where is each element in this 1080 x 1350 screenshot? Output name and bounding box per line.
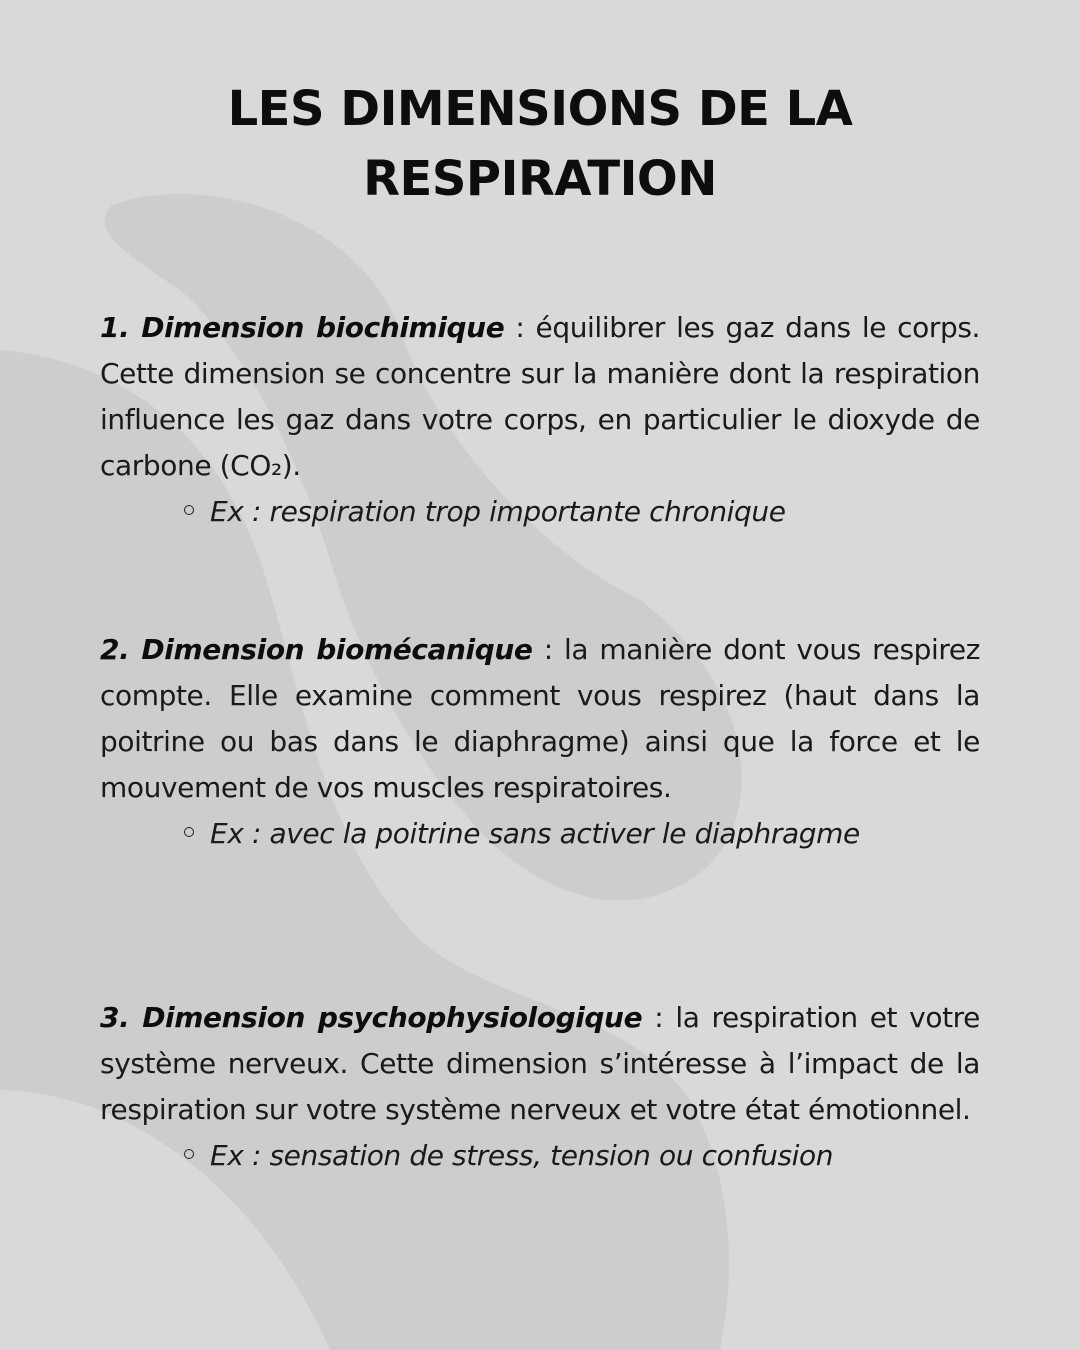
- example-list: [100, 1133, 980, 1179]
- example-list: [100, 811, 980, 857]
- section-paragraph: [100, 627, 980, 811]
- section-psychophysiological: [100, 995, 980, 1179]
- circle-bullet-icon: [184, 505, 194, 515]
- section-biomechanical: [100, 627, 980, 857]
- example-list: [100, 489, 980, 535]
- section-paragraph: [100, 995, 980, 1133]
- section-heading: 1. Dimension biochimique: [100, 311, 505, 344]
- circle-bullet-icon: [184, 1149, 194, 1159]
- section-heading: 2. Dimension biomécanique: [100, 633, 533, 666]
- example-text: Ex : sensation de stress, tension ou confusion: [210, 1139, 834, 1172]
- section-heading: 3. Dimension psychophysiologique: [100, 1001, 643, 1034]
- example-item: [184, 811, 980, 857]
- section-body: : la respiration et votre système nerveux. Cette dimension s’intéresse à l’impact de la respiration sur votre système nerveux et votre état émotionnel.: [100, 1001, 980, 1126]
- example-text: Ex : respiration trop importante chronique: [210, 495, 786, 528]
- example-item: [184, 1133, 980, 1179]
- example-text: Ex : avec la poitrine sans activer le diaphragme: [210, 817, 860, 850]
- example-item: [184, 489, 980, 535]
- title-line-1: LES DIMENSIONS DE LA: [227, 81, 853, 137]
- page-title: [140, 74, 940, 214]
- section-body: : équilibrer les gaz dans le corps. Cette dimension se concentre sur la manière dont la respiration influence les gaz dans votre corps, en particulier le dioxyde de carbone (CO₂).: [100, 311, 981, 482]
- section-biochemical: [100, 305, 980, 535]
- section-paragraph: [100, 305, 980, 489]
- title-line-2: RESPIRATION: [363, 151, 717, 207]
- section-body: : la manière dont vous respirez compte. Elle examine comment vous respirez (haut dans la poitrine ou bas dans le diaphragme) ainsi que la force et le mouvement de vos muscles respiratoires.: [100, 633, 980, 804]
- circle-bullet-icon: [184, 827, 194, 837]
